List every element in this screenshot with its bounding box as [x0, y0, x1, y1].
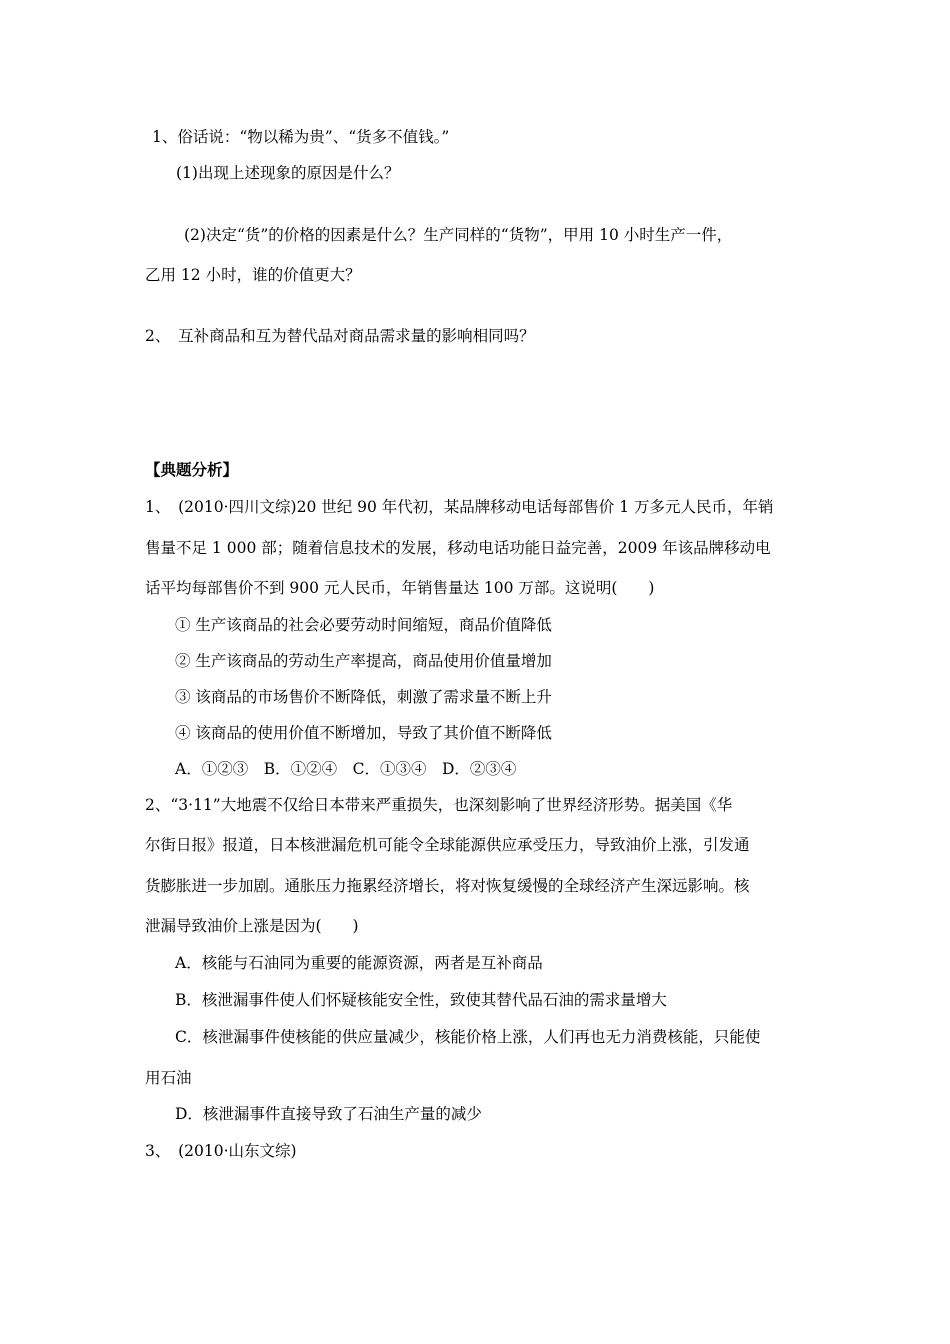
problem-2-line-4: 泄漏导致油价上涨是因为( ) — [145, 917, 359, 935]
problem-1-option-2: ② 生产该商品的劳动生产率提高，商品使用价值量增加 — [175, 652, 552, 670]
problem-2-option-c-line-2: 用石油 — [145, 1069, 192, 1087]
problem-2-line-2: 尔街日报》报道，日本核泄漏危机可能令全球能源供应承受压力，导致油价上涨，引发通 — [145, 836, 750, 854]
problem-1-option-1: ① 生产该商品的社会必要劳动时间缩短，商品价值降低 — [175, 616, 552, 634]
section-heading: 【典题分析】 — [145, 460, 239, 479]
question-1: 1、俗话说：“物以稀为贵”、“货多不值钱。” — [152, 128, 450, 146]
problem-1-choices: A．①②③ B．①②④ C．①③④ D．②③④ — [175, 760, 517, 778]
problem-1-option-3: ③ 该商品的市场售价不断降低，刺激了需求量不断上升 — [175, 688, 552, 706]
problem-3: 3、 (2010·山东文综) — [145, 1142, 297, 1160]
problem-2-option-c-line-1: C．核泄漏事件使核能的供应量减少，核能价格上涨，人们再也无力消费核能，只能使 — [175, 1028, 761, 1046]
problem-2-option-a: A．核能与石油同为重要的能源资源，两者是互补商品 — [175, 954, 543, 972]
problem-1-line-2: 售量不足 1 000 部；随着信息技术的发展，移动电话功能日益完善，2009 年该品牌移动电 — [145, 539, 771, 557]
problem-2-option-d: D．核泄漏事件直接导致了石油生产量的减少 — [175, 1105, 482, 1123]
problem-2-option-b: B．核泄漏事件使人们怀疑核能安全性，致使其替代品石油的需求量增大 — [175, 991, 667, 1009]
problem-2-line-1: 2、“3·11”大地震不仅给日本带来严重损失，也深刻影响了世界经济形势。据美国《华 — [145, 796, 733, 814]
question-2: 2、 互补商品和互为替代品对商品需求量的影响相同吗？ — [145, 327, 535, 345]
question-1-sub-2-line-1: (2)决定“货”的价格的因素是什么？生产同样的“货物”，甲用 10 小时生产一件， — [184, 226, 733, 244]
question-1-sub-1: (1)出现上述现象的原因是什么？ — [176, 164, 400, 182]
problem-1-line-1: 1、 (2010·四川文综)20 世纪 90 年代初，某品牌移动电话每部售价 1 万多元人民币，年销 — [145, 498, 774, 516]
problem-1-option-4: ④ 该商品的使用价值不断增加，导致了其价值不断降低 — [175, 724, 552, 742]
problem-2-line-3: 货膨胀进一步加剧。通胀压力拖累经济增长，将对恢复缓慢的全球经济产生深远影响。核 — [145, 877, 750, 895]
question-1-sub-2-line-2: 乙用 12 小时，谁的价值更大？ — [145, 266, 361, 284]
problem-1-line-3: 话平均每部售价不到 900 元人民币，年销售量达 100 万部。这说明( ) — [145, 579, 655, 597]
